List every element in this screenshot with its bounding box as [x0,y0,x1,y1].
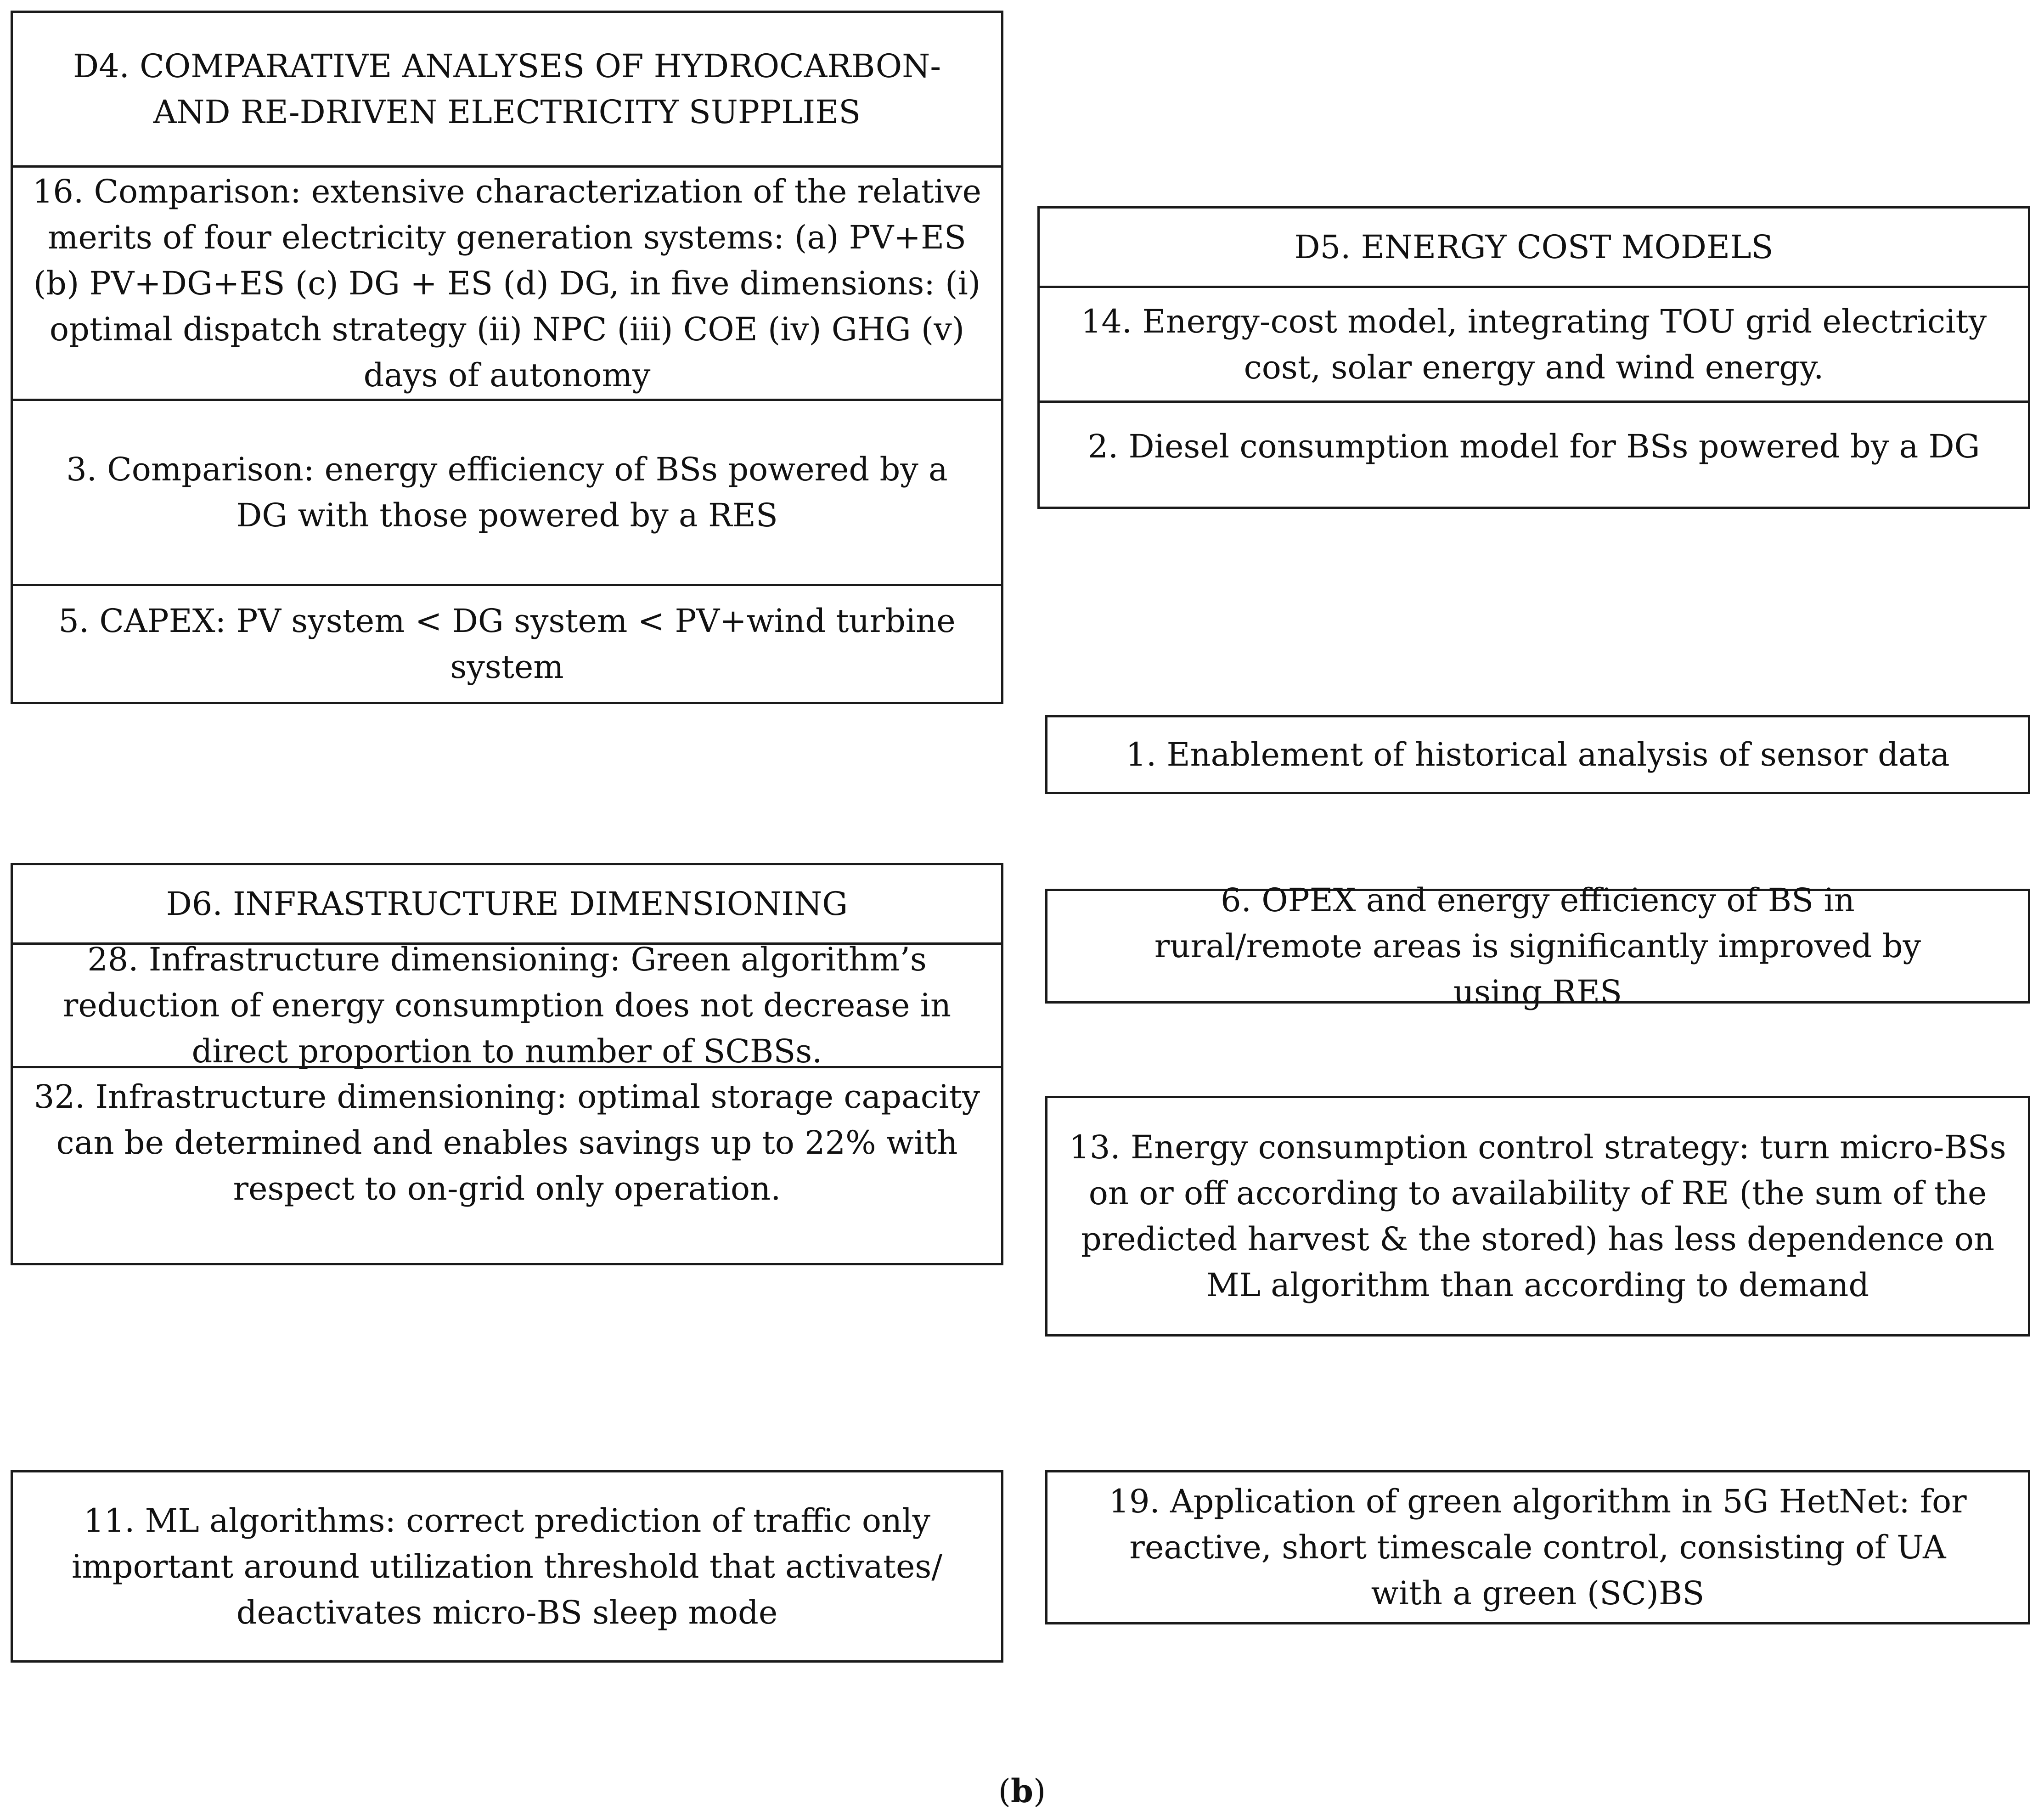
group-d4-header: D4. COMPARATIVE ANALYSES OF HYDROCARBON- AND RE-DRIVEN ELECTRICITY SUPPLIES [73,47,941,131]
item-13-box [1045,1096,2030,1337]
caption-open: ( [998,1772,1011,1810]
group-d4-comparative-analyses [11,11,1003,704]
d5-item-2: 2. Diesel consumption model for BSs powered by a DG [1087,428,1980,465]
group-d5-energy-cost-models [1037,206,2030,509]
item-11-text: 11. ML algorithms: correct prediction of traffic only important around utilization threshold that activates/ deactivates micro-BS sleep mode [72,1501,942,1631]
d4-item-16: 16. Comparison: extensive characterization of the relative merits of four electricity generation systems: (a) PV+ES (b) PV+DG+ES (c) DG + ES (d) DG, in five dimensions: (i) optimal dispatch strategy (ii) NPC (iii) COE (iv) GHG (v) days of autonomy [32,172,982,394]
item-6-box [1045,881,2030,1011]
item-6-text: 6. OPEX and energy efficiency of BS in rural/remote areas is significantly improved by using RES [1154,881,1921,1011]
item-19-box [1045,1470,2030,1624]
figure-caption [0,1768,2044,1814]
group-d6-infrastructure-dimensioning [11,863,1003,1265]
d4-item-5: 5. CAPEX: PV system < DG system < PV+wind turbine system [58,602,956,686]
caption-close: ) [1033,1772,1046,1810]
item-1-text: 1. Enablement of historical analysis of sensor data [1126,736,1950,773]
item-1-box [1045,715,2030,794]
item-13-text: 13. Energy consumption control strategy: turn micro-BSs on or off according to availability of RE (the sum of the predicted harvest & the stored) has less dependence on ML algorithm than according to demand [1069,1128,2006,1304]
item-19-text: 19. Application of green algorithm in 5G HetNet: for reactive, short timescale control, consisting of UA with a green (SC)BS [1109,1483,1967,1612]
group-d6-header: D6. INFRASTRUCTURE DIMENSIONING [166,885,848,923]
d4-item-3: 3. Comparison: energy efficiency of BSs powered by a DG with those powered by a RES [66,451,948,534]
item-11-box [11,1470,1003,1663]
d6-item-32: 32. Infrastructure dimensioning: optimal storage capacity can be determined and enables savings up to 22% with respect to on-grid only operation. [34,1078,980,1207]
group-d5-header: D5. ENERGY COST MODELS [1294,228,1774,266]
d6-item-28: 28. Infrastructure dimensioning: Green algorithm’s reduction of energy consumption does not decrease in direct proportion to number of SCBSs. [62,941,952,1070]
caption-letter: b [1011,1772,1033,1810]
d5-item-14: 14. Energy-cost model, integrating TOU grid electricity cost, solar energy and wind energy. [1081,302,1987,386]
